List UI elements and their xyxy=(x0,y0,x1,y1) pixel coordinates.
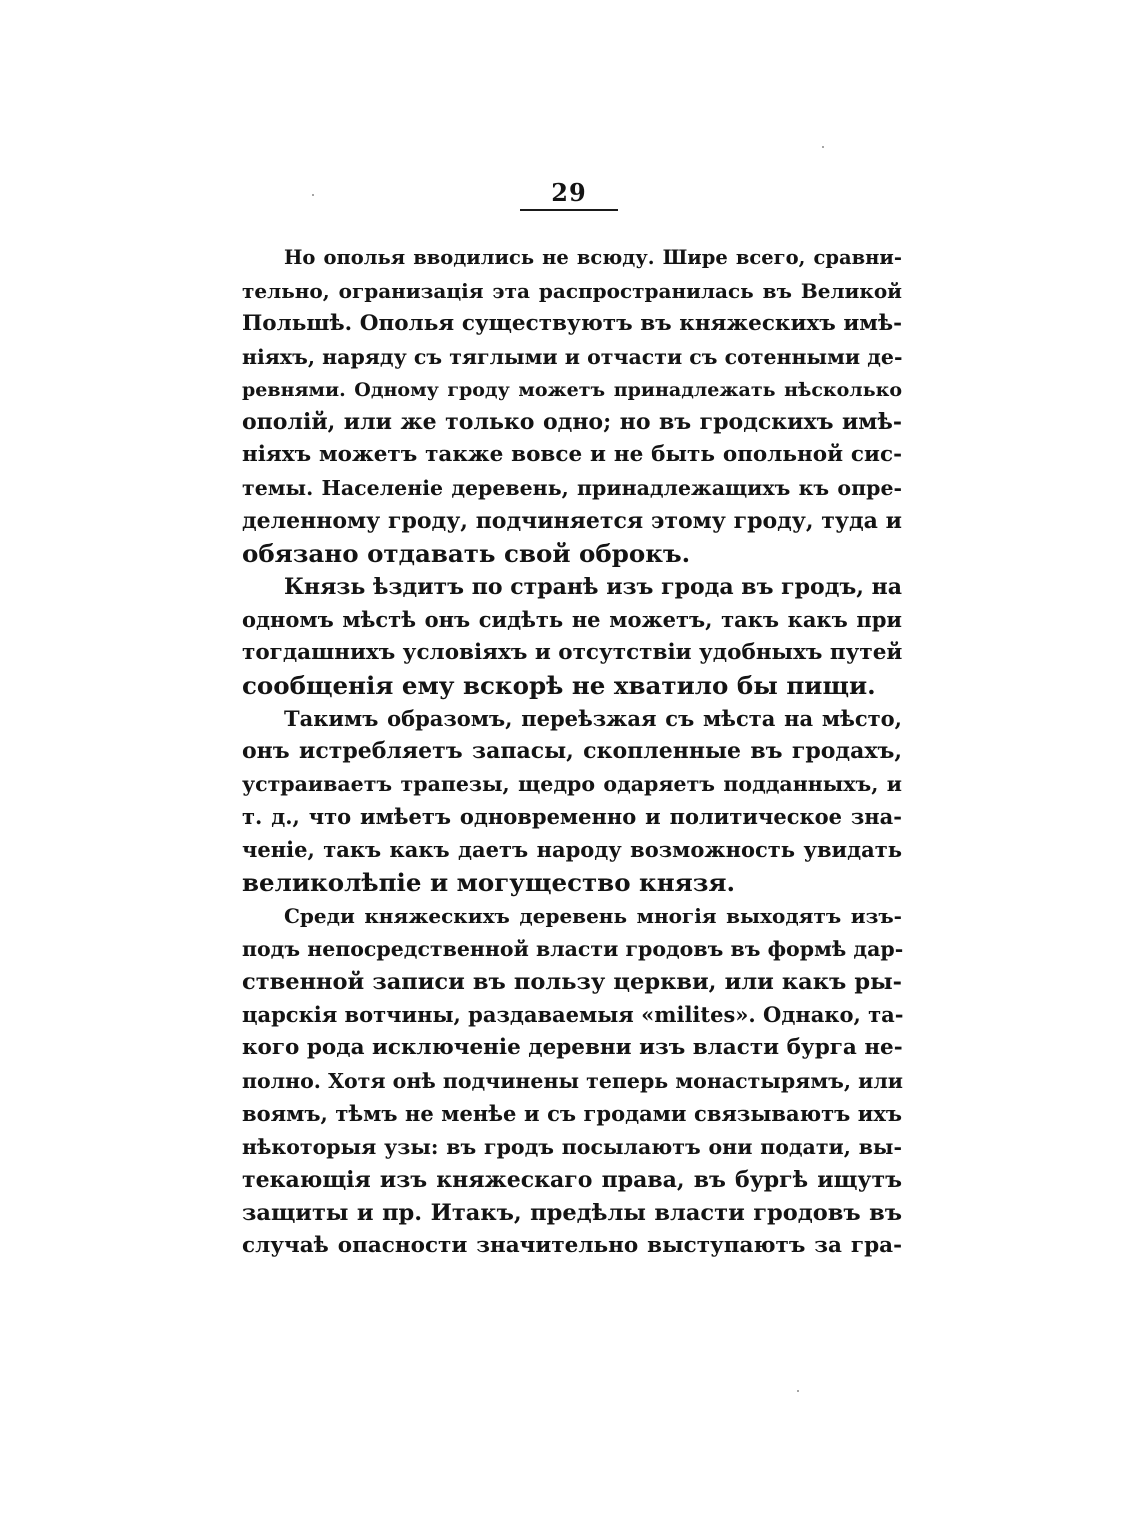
text-line: обязано отдавать свой оброкъ. xyxy=(242,539,691,568)
text-line: нѣкоторыя узы: въ гродъ посылаютъ они подати, вы- xyxy=(242,1135,902,1159)
text-line: текающiя изъ княжескаго права, въ бургѣ ищутъ xyxy=(242,1167,902,1193)
text-line: онъ истребляетъ запасы, скопленные въ гродахъ, xyxy=(242,738,902,764)
text-line: тогдашнихъ условiяхъ и отсутствiи удобныхъ путей xyxy=(242,640,903,665)
text-line: т. д., что имѣетъ одновременно и политическое зна- xyxy=(242,804,902,829)
text-line: сообщенiя ему вскорѣ не хватило бы пищи. xyxy=(242,671,876,700)
text-line: деленному гроду, подчиняется этому гроду, туда и xyxy=(242,508,902,534)
text-line: Среди княжескихъ деревень многiя выходятъ изъ- xyxy=(284,904,902,928)
text-line: защиты и пр. Итакъ, предѣлы власти гродовъ въ xyxy=(242,1200,902,1226)
text-line: одномъ мѣстѣ онъ сидѣть не можетъ, такъ какъ при xyxy=(242,607,902,632)
text-line: темы. Населенiе деревень, принадлежащихъ къ опре- xyxy=(242,476,902,500)
text-line: ченiе, такъ какъ даетъ народу возможность увидать xyxy=(242,837,902,862)
text-line: ственной записи въ пользу церкви, или какъ ры- xyxy=(242,969,902,995)
text-line: подъ непосредственной власти гродовъ въ формѣ дар- xyxy=(242,937,904,961)
text-line: великолѣпiе и могущество князя. xyxy=(242,868,736,897)
text-line: воямъ, тѣмъ не менѣе и съ гродами связываютъ ихъ xyxy=(242,1101,902,1126)
scan-speck xyxy=(312,194,314,196)
text-line: случаѣ опасности значительно выступаютъ за гра- xyxy=(242,1233,902,1258)
text-line: царскiя вотчины, раздаваемыя «milites». Однако, та- xyxy=(242,1002,904,1027)
scan-speck xyxy=(822,146,824,148)
text-line: Такимъ образомъ, переѣзжая съ мѣста на мѣсто, xyxy=(284,706,902,731)
text-line: Князь ѣздитъ по странѣ изъ грода въ гродъ, на xyxy=(284,574,902,600)
header-rule xyxy=(520,209,618,211)
text-line: нiяхъ можетъ также вовсе и не быть опольной сис- xyxy=(242,442,902,467)
page-number: 29 xyxy=(551,178,587,207)
text-line: ополiй, или же только одно; но въ гродскихъ имѣ- xyxy=(242,409,902,435)
text-line: полно. Хотя онѣ подчинены теперь монастырямъ, или xyxy=(242,1069,903,1093)
text-line: ревнями. Одному гроду можетъ принадлежать нѣсколько xyxy=(242,379,902,401)
text-line: нiяхъ, наряду съ тяглыми и отчасти съ сотенными де- xyxy=(242,345,903,369)
text-line: Польшѣ. Ополья существуютъ въ княжескихъ имѣ- xyxy=(242,311,902,336)
text-line: Но ополья вводились не всюду. Шире всего, сравни- xyxy=(284,246,902,269)
text-line: устраиваетъ трапезы, щедро одаряетъ подданныхъ, и xyxy=(242,772,902,796)
text-line: тельно, огранизацiя эта распространилась въ Великой xyxy=(242,279,902,303)
text-line: кого рода исключенiе деревни изъ власти бурга не- xyxy=(242,1035,903,1060)
scan-speck xyxy=(797,1390,799,1392)
